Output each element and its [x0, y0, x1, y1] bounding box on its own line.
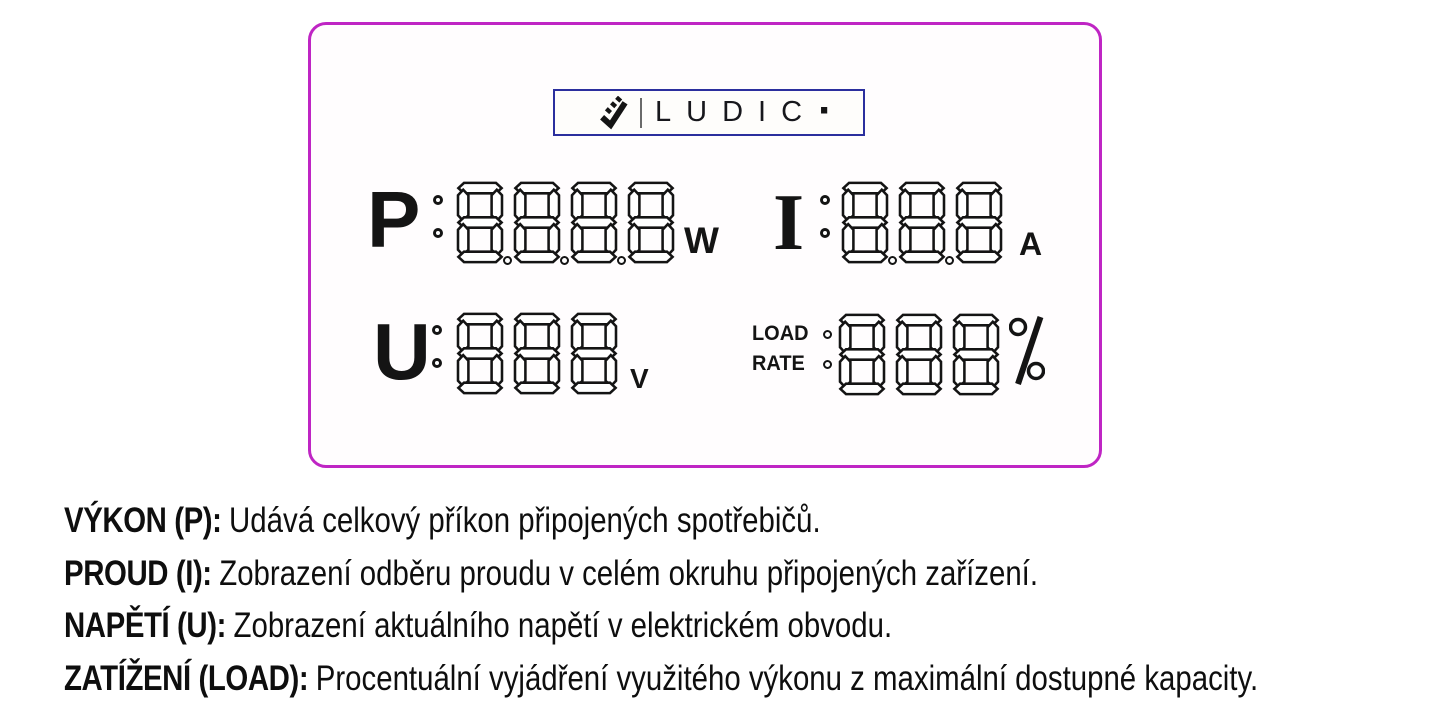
current-label: I [773, 179, 805, 267]
seven-segment-digit [895, 307, 943, 402]
seven-segment-digit [952, 307, 1000, 402]
seven-segment-digit [570, 306, 618, 401]
legend-line-power [64, 495, 1258, 548]
seven-segment-digit [841, 175, 889, 270]
legend-term: ZATÍŽENÍ (LOAD): [64, 658, 309, 698]
legend-description: Zobrazení aktuálního napětí v elektrickém obvodu. [233, 606, 893, 645]
voltage-digits [456, 306, 618, 401]
load-rate-labels [752, 319, 836, 379]
load-digits [838, 307, 1000, 402]
rate-label: RATE [752, 352, 805, 375]
brand-name: LUDIC [655, 96, 818, 128]
seven-segment-digit [570, 175, 618, 270]
load-label-row [752, 319, 832, 349]
decimal-point-dot [617, 256, 626, 265]
seven-segment-digit [456, 306, 504, 401]
legend-line-voltage [64, 600, 1258, 653]
legend-term: NAPĚTÍ (U): [64, 606, 226, 645]
percent-icon [1009, 314, 1045, 390]
voltage-unit: V [630, 363, 649, 394]
rate-label-row [752, 349, 832, 379]
colon-dot [433, 195, 443, 205]
legend-term: PROUD (I): [64, 553, 212, 593]
seven-segment-digit [456, 175, 504, 270]
load-indicator-dot [823, 330, 832, 339]
legend-term: VÝKON (P): [64, 501, 222, 540]
seven-segment-digit [513, 306, 561, 401]
load-label: LOAD [752, 322, 809, 345]
decimal-point-dot [503, 256, 512, 265]
seven-segment-digit [898, 175, 946, 270]
legend-line-load [64, 653, 1258, 706]
legend-description: Udává celkový příkon připojených spotřebičů. [229, 501, 821, 540]
colon-dot [820, 195, 830, 205]
brand-leaf-icon [597, 96, 631, 130]
decimal-point-dot [945, 256, 954, 265]
rate-indicator-dot [823, 360, 832, 369]
colon-dot [432, 325, 442, 335]
decimal-point-dot [560, 256, 569, 265]
voltage-label: U [373, 307, 431, 396]
power-label: P [367, 175, 421, 264]
current-digits [841, 175, 1003, 270]
seven-segment-digit [955, 175, 1003, 270]
seven-segment-digit [513, 175, 561, 270]
colon-dot [432, 358, 442, 368]
logo-separator [640, 98, 642, 128]
brand-dot: · [818, 85, 833, 135]
legend-description: Zobrazení odběru proudu v celém okruhu připojených zařízení. [219, 553, 1039, 593]
legend-text [64, 495, 1258, 705]
brand-logo-box [553, 85, 865, 136]
legend-line-current [64, 548, 1258, 601]
seven-segment-digit [627, 175, 675, 270]
power-unit: W [684, 220, 719, 261]
lcd-display-panel [308, 22, 1102, 468]
legend-description: Procentuální vyjádření využitého výkonu z maximální dostupné kapacity. [315, 658, 1259, 698]
colon-dot [433, 228, 443, 238]
colon-dot [820, 228, 830, 238]
current-unit: A [1019, 226, 1043, 262]
seven-segment-digit [838, 307, 886, 402]
decimal-point-dot [888, 256, 897, 265]
